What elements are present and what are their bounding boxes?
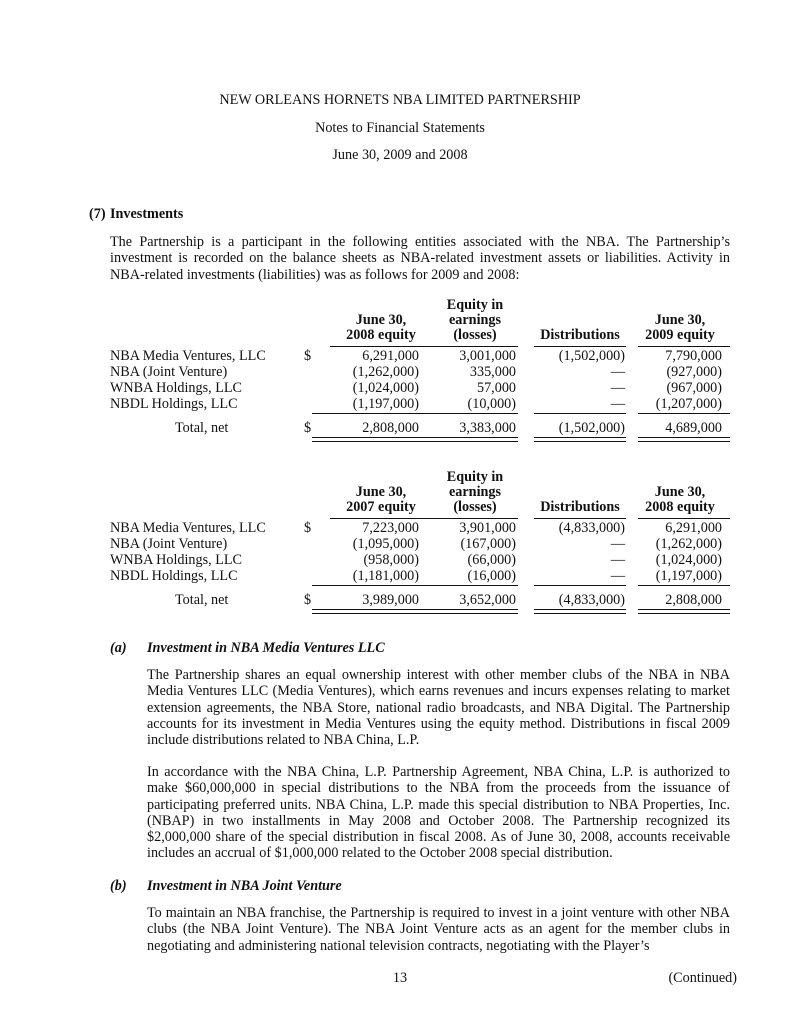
total-opening-equity: 3,989,000 bbox=[362, 592, 419, 608]
currency-symbol: $ bbox=[304, 420, 312, 436]
cell-distributions: — bbox=[610, 396, 625, 412]
cell-earnings: (10,000) bbox=[467, 396, 516, 412]
table-row bbox=[110, 396, 730, 412]
total-double-rule bbox=[534, 437, 626, 442]
cell-closing-equity: (1,197,000) bbox=[655, 568, 722, 584]
header-line: June 30, bbox=[355, 484, 407, 500]
cell-earnings: (66,000) bbox=[467, 552, 516, 568]
header-line: 2008 equity bbox=[645, 499, 715, 515]
col-header-earnings bbox=[425, 470, 525, 515]
cell-closing-equity: (1,262,000) bbox=[655, 536, 722, 552]
subsection-a-paragraph-2: In accordance with the NBA China, L.P. Partnership Agreement, NBA China, L.P. is authorized to make $60,000,000 in special distributions to the NBA from the proceeds from the issuance of participating preferred units. NBA China, L.P. made this special distribution to NBA Properties, Inc. (NBAP) in two installments in May 2008 and October 2008. The Partnership recognized its $2,000,000 share of the special distribution in fiscal 2008. As of June 30, 2008, accounts receivable includes an accrual of $1,000,000 related to the October 2008 special distribution. bbox=[147, 764, 730, 862]
cell-opening-equity: (1,095,000) bbox=[352, 536, 419, 552]
document-subtitle: Notes to Financial Statements bbox=[315, 120, 485, 136]
col-header-distributions bbox=[530, 500, 630, 515]
total-double-rule bbox=[312, 437, 430, 442]
cell-closing-equity: (967,000) bbox=[666, 380, 722, 396]
header-underline bbox=[428, 346, 518, 347]
total-double-rule bbox=[534, 609, 626, 614]
subtotal-rule bbox=[638, 413, 730, 414]
table-total-row bbox=[110, 592, 730, 608]
header-underline bbox=[534, 518, 626, 519]
currency-symbol: $ bbox=[304, 592, 312, 608]
header-line: (losses) bbox=[453, 499, 497, 515]
cell-earnings: (167,000) bbox=[460, 536, 516, 552]
cell-opening-equity: (1,024,000) bbox=[352, 380, 419, 396]
subsection-b-title: Investment in NBA Joint Venture bbox=[147, 878, 342, 894]
subsection-a-paragraph-1: The Partnership shares an equal ownership interest with other member clubs of the NBA in NBA Media Ventures LLC (Media Ventures), which earns revenues and incurs expenses relating to market extension agreements, the NBA Store, national radio broadcasts, and NBA Digital. The Partnership accounts for its investment in Media Ventures using the equity method. Distributions in fiscal 2009 include distributions related to NBA China, L.P. bbox=[147, 667, 730, 749]
cell-opening-equity: (1,262,000) bbox=[352, 364, 419, 380]
cell-closing-equity: (1,207,000) bbox=[655, 396, 722, 412]
cell-opening-equity: (1,181,000) bbox=[352, 568, 419, 584]
header-line: earnings bbox=[448, 312, 502, 328]
cell-distributions: (1,502,000) bbox=[558, 348, 625, 364]
currency-symbol: $ bbox=[304, 348, 312, 364]
subsection-b-letter: (b) bbox=[110, 878, 127, 894]
col-header-earnings bbox=[425, 298, 525, 343]
investments-table-2008 bbox=[110, 468, 730, 638]
cell-distributions: — bbox=[610, 536, 625, 552]
header-line: 2008 equity bbox=[346, 327, 416, 343]
total-double-rule bbox=[428, 437, 518, 442]
cell-earnings: 3,901,000 bbox=[459, 520, 516, 536]
table-row bbox=[110, 348, 730, 364]
table-row bbox=[110, 364, 730, 380]
currency-symbol: $ bbox=[304, 520, 312, 536]
header-line: June 30, bbox=[654, 484, 706, 500]
row-label: NBA Media Ventures, LLC bbox=[110, 348, 266, 364]
total-label: Total, net bbox=[175, 420, 229, 436]
subtotal-rule bbox=[534, 585, 626, 586]
row-label: WNBA Holdings, LLC bbox=[110, 380, 243, 396]
header-line: Distributions bbox=[540, 327, 620, 343]
subsection-b-paragraph-1: To maintain an NBA franchise, the Partnership is required to invest in a joint venture with other NBA clubs (the NBA Joint Venture). The NBA Joint Venture acts as an agent for the member clubs in negotiating and administering national television contracts, negotiating with the Player’s bbox=[147, 905, 730, 954]
section-intro: The Partnership is a participant in the following entities associated with the NBA. The Partnership’s investment is recorded on the balance sheets as NBA-related investment assets or liabilities. Activity in NBA-related investments (liabilities) was as follows for 2009 and 2008: bbox=[110, 234, 730, 283]
page-number: 13 bbox=[392, 970, 408, 986]
investments-table-2009 bbox=[110, 296, 730, 466]
subsection-a-title: Investment in NBA Media Ventures LLC bbox=[147, 640, 385, 656]
total-closing-equity: 4,689,000 bbox=[665, 420, 722, 436]
total-label: Total, net bbox=[175, 592, 229, 608]
table-row bbox=[110, 380, 730, 396]
header-underline bbox=[638, 518, 730, 519]
row-label: NBA (Joint Venture) bbox=[110, 364, 228, 380]
subtotal-rule bbox=[534, 413, 626, 414]
col-header-closing-equity bbox=[630, 485, 730, 515]
cell-distributions: — bbox=[610, 364, 625, 380]
cell-earnings: 335,000 bbox=[469, 364, 516, 380]
header-underline bbox=[638, 346, 730, 347]
header-line: (losses) bbox=[453, 327, 497, 343]
header-underline bbox=[534, 346, 626, 347]
cell-distributions: — bbox=[610, 552, 625, 568]
cell-opening-equity: 7,223,000 bbox=[362, 520, 419, 536]
total-double-rule bbox=[428, 609, 518, 614]
table-row bbox=[110, 520, 730, 536]
col-header-closing-equity bbox=[630, 313, 730, 343]
cell-distributions: — bbox=[610, 568, 625, 584]
col-header-distributions bbox=[530, 328, 630, 343]
col-header-opening-equity bbox=[326, 485, 436, 515]
header-line: 2007 equity bbox=[346, 499, 416, 515]
subtotal-rule bbox=[312, 585, 430, 586]
table-row bbox=[110, 552, 730, 568]
header-line: Distributions bbox=[540, 499, 620, 515]
header-line: Equity in bbox=[446, 469, 504, 485]
subtotal-rule bbox=[638, 585, 730, 586]
cell-distributions: — bbox=[610, 380, 625, 396]
header-line: June 30, bbox=[355, 312, 407, 328]
total-double-rule bbox=[638, 437, 730, 442]
cell-earnings: (16,000) bbox=[467, 568, 516, 584]
header-underline bbox=[330, 518, 430, 519]
total-opening-equity: 2,808,000 bbox=[362, 420, 419, 436]
header-underline bbox=[428, 518, 518, 519]
cell-earnings: 3,001,000 bbox=[459, 348, 516, 364]
total-double-rule bbox=[638, 609, 730, 614]
company-name: NEW ORLEANS HORNETS NBA LIMITED PARTNERSHIP bbox=[219, 92, 581, 108]
cell-opening-equity: (1,197,000) bbox=[352, 396, 419, 412]
section-title: Investments bbox=[110, 206, 184, 222]
row-label: NBA Media Ventures, LLC bbox=[110, 520, 266, 536]
cell-distributions: (4,833,000) bbox=[558, 520, 625, 536]
row-label: WNBA Holdings, LLC bbox=[110, 552, 243, 568]
cell-opening-equity: 6,291,000 bbox=[362, 348, 419, 364]
table-total-row bbox=[110, 420, 730, 436]
row-label: NBA (Joint Venture) bbox=[110, 536, 228, 552]
total-closing-equity: 2,808,000 bbox=[665, 592, 722, 608]
col-header-opening-equity bbox=[326, 313, 436, 343]
table-row bbox=[110, 568, 730, 584]
cell-closing-equity: 7,790,000 bbox=[665, 348, 722, 364]
subtotal-rule bbox=[428, 585, 518, 586]
cell-opening-equity: (958,000) bbox=[363, 552, 419, 568]
subtotal-rule bbox=[312, 413, 430, 414]
row-label: NBDL Holdings, LLC bbox=[110, 568, 238, 584]
total-earnings: 3,652,000 bbox=[459, 592, 516, 608]
cell-closing-equity: (1,024,000) bbox=[655, 552, 722, 568]
document-date: June 30, 2009 and 2008 bbox=[332, 147, 468, 163]
cell-closing-equity: 6,291,000 bbox=[665, 520, 722, 536]
cell-earnings: 57,000 bbox=[476, 380, 516, 396]
subsection-a-letter: (a) bbox=[110, 640, 127, 656]
row-label: NBDL Holdings, LLC bbox=[110, 396, 238, 412]
header-line: earnings bbox=[448, 484, 502, 500]
cell-closing-equity: (927,000) bbox=[666, 364, 722, 380]
subtotal-rule bbox=[428, 413, 518, 414]
header-underline bbox=[330, 346, 430, 347]
section-number: (7) bbox=[89, 206, 106, 222]
continued-label: (Continued) bbox=[668, 970, 737, 986]
total-distributions: (1,502,000) bbox=[558, 420, 625, 436]
total-distributions: (4,833,000) bbox=[558, 592, 625, 608]
total-earnings: 3,383,000 bbox=[459, 420, 516, 436]
header-line: June 30, bbox=[654, 312, 706, 328]
total-double-rule bbox=[312, 609, 430, 614]
header-line: 2009 equity bbox=[645, 327, 715, 343]
table-row bbox=[110, 536, 730, 552]
header-line: Equity in bbox=[446, 297, 504, 313]
